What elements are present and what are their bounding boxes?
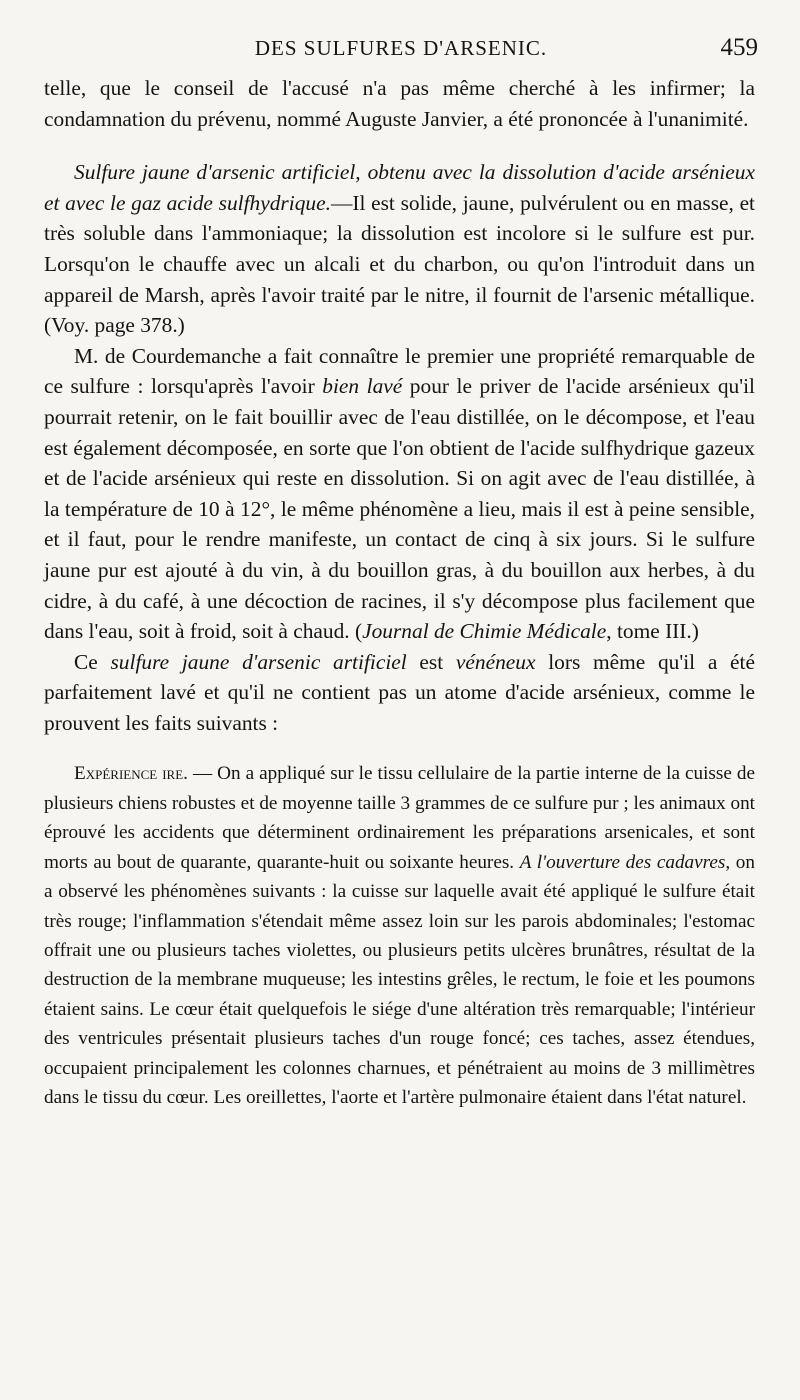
paragraph-3-text-a: M. de Courdemanche a fait connaître le premier une propriété remarquable de ce sulfure : lorsqu'après l'avoir xyxy=(44,343,755,399)
paragraph-4-italic-1: sulfure jaune d'arsenic artificiel xyxy=(110,649,407,674)
journal-reference: Journal de Chimie Médicale xyxy=(362,619,607,644)
paragraph-4-text-a: Ce xyxy=(74,649,111,674)
paragraph-4 xyxy=(44,647,755,739)
paragraph-2 xyxy=(44,157,755,341)
page-body xyxy=(44,73,755,1112)
paragraph-5-text-a: — On a appliqué sur le tissu cellulaire de la partie interne de la cuisse de plusieurs chiens robustes et de moyenne taille 3 grammes de ce sulfure pur ; les animaux ont éprouvé les accidents que déterminent ordinairement les préparations arsenicales, et sont morts au bout de quarante, quarante-huit ou soixante heures. xyxy=(44,763,755,873)
page-header xyxy=(44,34,758,64)
paragraph-5-text-b: , on a observé les phénomènes suivants : la cuisse sur laquelle avait été appliqué le sulfure était très rouge; l'inflammation s'étendait même assez loin sur les parois abdominales; l'estomac offrait une ou plusieurs taches violettes, ou plusieurs petits ulcères brunâtres, résultat de la destruction de la membrane muqueuse; les intestins grêles, le rectum, le foie et les poumons étaient sains. Le cœur était quelquefois le siége d'une altération très remarquable; l'intérieur des ventricules présentait plusieurs taches d'un rouge foncé; ces taches, assez étendues, occupaient principalement les colonnes charnues, et pénétraient au moins de 3 millimètres dans le tissu du cœur. Les oreillettes, l'aorte et l'artère pulmonaire étaient dans l'état naturel. xyxy=(44,851,755,1108)
paragraph-3-text-b: pour le priver de l'acide arsénieux qu'il pourrait retenir, on le fait bouillir avec de l'eau distillée, on le décompose, et l'eau est également décomposée, en sorte que l'on obtient de l'acide sulfhydrique gazeux et de l'acide arsénieux qui reste en dissolution. Si on agit avec de l'eau distillée, à la température de 10 à 12°, le même phénomène a lieu, mais il est à peine sensible, et il faut, pour le rendre manifeste, un contact de cinq à six jours. Si le sulfure jaune pur est ajouté à du vin, à du bouillon gras, à du bouillon aux herbes, à du cidre, à du café, à une décoction de racines, il s'y décompose plus facilement que dans l'eau, soit à froid, soit à chaud. ( xyxy=(44,374,755,644)
section-heading: Sulfure jaune d'arsenic artificiel, obtenu avec la dissolution d'acide arsénieux et avec le gaz acide sulfhydrique. xyxy=(44,160,755,215)
paragraph-5-italic: A l'ouverture des cadavres xyxy=(519,851,726,873)
paragraph-1-text: telle, que le conseil de l'accusé n'a pas même cherché à les infirmer; la condamnation du prévenu, nommé Auguste Janvier, a été prononcée à l'unanimité. xyxy=(44,76,755,131)
paragraph-3-italic-1: bien lavé xyxy=(322,374,403,399)
experiment-label: Expérience ire. xyxy=(74,763,188,785)
paragraph-1 xyxy=(44,73,755,134)
paragraph-4-italic-2: vénéneux xyxy=(455,649,536,674)
paragraph-4-text-c: lors même qu'il a été parfaitement lavé et qu'il ne contient pas un atome d'acide arsénieux, comme le prouvent les faits suivants : xyxy=(44,649,755,735)
paragraph-5 xyxy=(44,759,755,1112)
paragraph-3-text-c: , tome III.) xyxy=(606,619,699,644)
paragraph-3 xyxy=(44,341,755,647)
page-number: 459 xyxy=(720,34,758,61)
paragraph-2-text: —Il est solide, jaune, pulvérulent ou en masse, et très soluble dans l'ammoniaque; la dissolution est incolore si le sulfure est pur. Lorsqu'on le chauffe avec un alcali et du charbon, ou qu'on l'introduit dans un appareil de Marsh, après l'avoir traité par le nitre, il fournit de l'arsenic métallique. (Voy. page 378.) xyxy=(44,190,756,338)
paragraph-4-text-b: est xyxy=(406,649,456,674)
running-title: DES SULFURES D'ARSENIC. xyxy=(254,36,548,60)
